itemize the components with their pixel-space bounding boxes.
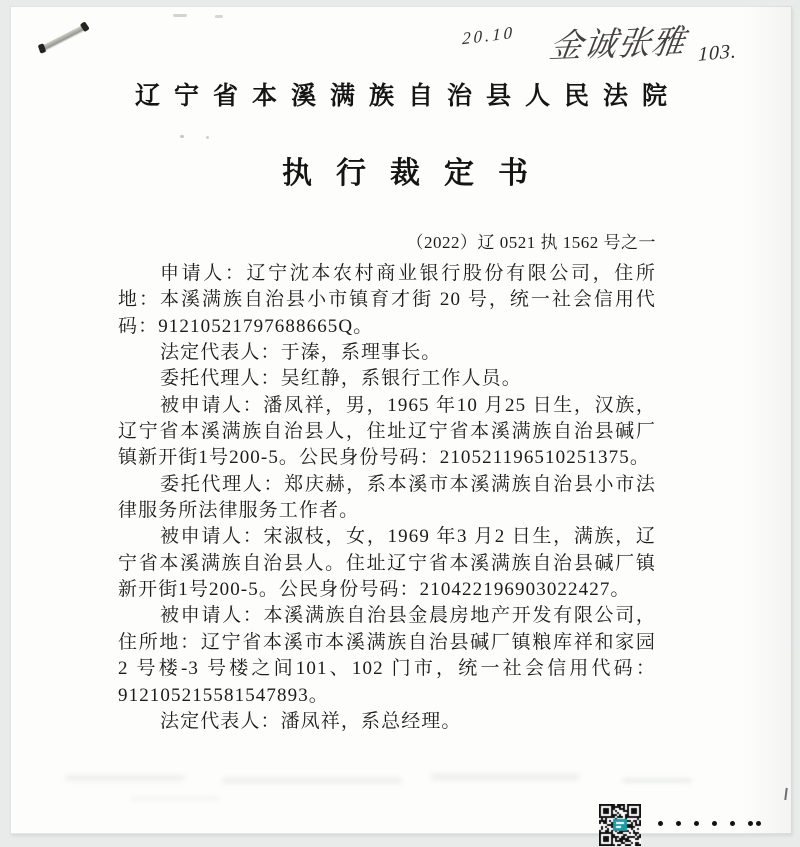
case-number: （2022）辽 0521 执 1562 号之一 bbox=[406, 233, 656, 252]
dot bbox=[694, 821, 699, 826]
paragraph: 申请人：辽宁沈本农村商业银行股份有限公司，住所地：本溪满族自治县小市镇育才街 20 号，统一社会信用代码：91210521797688665Q。 bbox=[118, 263, 656, 337]
staple-icon bbox=[41, 24, 86, 50]
court-name: 辽宁省本溪满族自治县人民法院 bbox=[134, 83, 681, 110]
document-body bbox=[118, 261, 656, 735]
scan-artifact bbox=[215, 15, 223, 18]
dot bbox=[730, 821, 735, 826]
scan-artifact bbox=[430, 773, 580, 781]
paragraph: 被申请人：潘凤祥，男，1965 年10 月25 日生，汉族，辽宁省本溪满族自治县人，住址辽宁省本溪满族自治县碱厂镇新开街1号200-5。公民身份号码：210521196510251375。 bbox=[118, 394, 656, 469]
dot bbox=[712, 821, 717, 826]
qr-code-icon bbox=[599, 804, 641, 846]
dot bbox=[756, 821, 761, 826]
document-title: 执行裁定书 bbox=[282, 157, 552, 190]
paragraph: 委托代理人：郑庆赫，系本溪市本溪满族自治县小市法律服务所法律服务工作者。 bbox=[118, 473, 656, 522]
handwritten-date: 20.10 bbox=[462, 22, 516, 49]
scan-artifact bbox=[180, 135, 184, 138]
scan-artifact bbox=[622, 778, 692, 783]
scan-artifact bbox=[206, 136, 209, 139]
scan-artifact bbox=[173, 14, 187, 17]
scan-artifact bbox=[130, 796, 220, 801]
scan-artifact bbox=[784, 788, 787, 800]
paragraph: 法定代表人：潘凤祥，系总经理。 bbox=[160, 710, 462, 732]
paragraph: 被申请人：宋淑枝，女，1969 年3 月2 日生，满族，辽宁省本溪满族自治县人。住址辽宁省本溪满族自治县碱厂镇新开街1号200-5。公民身份号码：210422196903022427。 bbox=[118, 526, 656, 601]
dot bbox=[748, 821, 753, 826]
scan-artifact bbox=[65, 775, 185, 781]
paragraph: 委托代理人：吴红静，系银行工作人员。 bbox=[160, 368, 522, 390]
scan-artifact bbox=[222, 777, 402, 784]
document-page bbox=[10, 6, 792, 834]
handwritten-number: 103. bbox=[697, 40, 738, 66]
paragraph: 被申请人：本溪满族自治县金晨房地产开发有限公司，住所地：辽宁省本溪市本溪满族自治县碱厂镇粮库祥和家园 2 号楼-3 号楼之间101、102 门市，统一社会信用代码：912105215581547893。 bbox=[118, 605, 656, 706]
dot bbox=[676, 821, 681, 826]
handwritten-signature: 金诚张雅 bbox=[547, 24, 689, 66]
paragraph: 法定代表人：于溱，系理事长。 bbox=[160, 342, 442, 364]
dot bbox=[658, 821, 663, 826]
